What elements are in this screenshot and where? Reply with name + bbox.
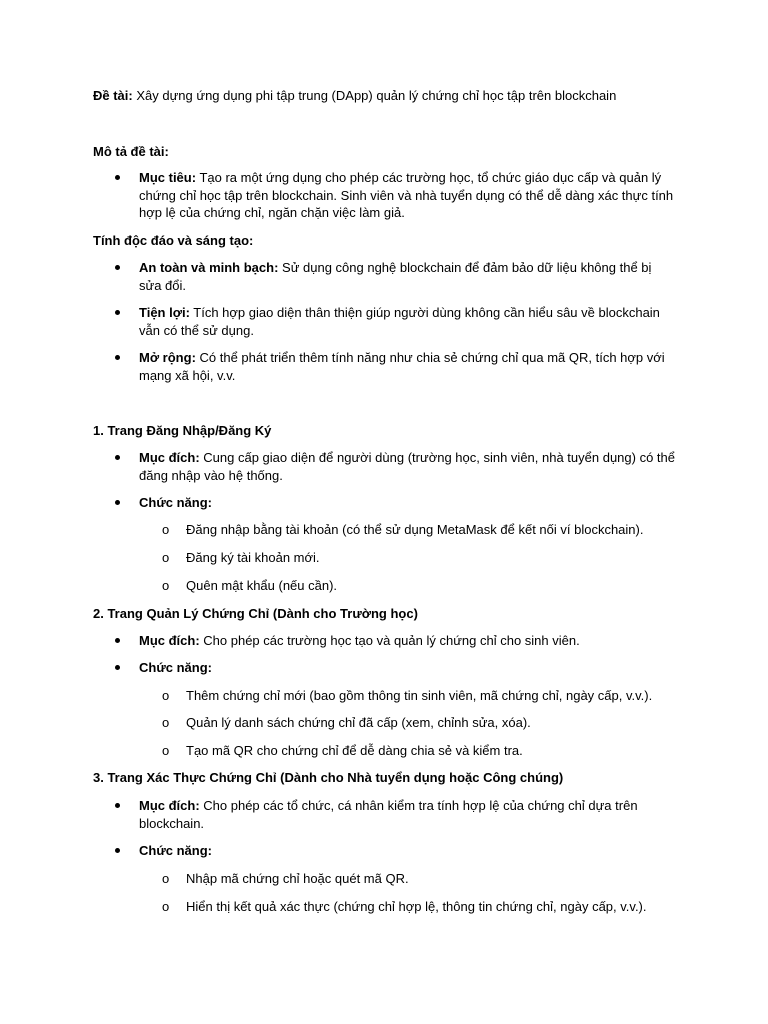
sub-list-item [93, 687, 683, 705]
list-item [93, 632, 683, 650]
list-item [93, 304, 683, 339]
feature-text: Nhập mã chứng chỉ hoặc quét mã QR. [186, 871, 409, 886]
bullet-icon [115, 803, 120, 808]
circle-bullet-icon: o [162, 743, 170, 758]
sub-list-item [93, 714, 683, 732]
circle-bullet-icon: o [162, 899, 170, 914]
bullet-icon [115, 175, 120, 180]
features-label: Chức năng: [139, 843, 212, 858]
goal-text: Tạo ra một ứng dụng cho phép các trường học, tổ chức giáo dục cấp và quản lý chứng chỉ học tập trên blockchain. Sinh viên và nhà tuyển dụng có thể dễ dàng xác thực tính hợp lệ của chứng chỉ, ngăn chặn việc làm giả. [139, 170, 674, 220]
circle-bullet-icon: o [162, 871, 170, 886]
list-item [93, 494, 683, 512]
bullet-icon [115, 310, 120, 315]
section-title: 2. Trang Quản Lý Chứng Chỉ (Dành cho Trường học) [93, 606, 418, 621]
sub-list-item [93, 870, 683, 888]
sub-list-item [93, 742, 683, 760]
list-item [93, 797, 683, 832]
goal-label: Mục tiêu: [139, 170, 197, 185]
item-label: Mở rộng: [139, 350, 196, 365]
feature-text: Thêm chứng chỉ mới (bao gồm thông tin sinh viên, mã chứng chỉ, ngày cấp, v.v.). [186, 688, 653, 703]
circle-bullet-icon: o [162, 550, 170, 565]
bullet-icon [115, 665, 120, 670]
item-text: Sử dụng công nghệ blockchain để đảm bảo dữ liệu không thể bị sửa đổi. [139, 260, 652, 293]
purpose-label: Mục đích: [139, 633, 200, 648]
bullet-icon [115, 355, 120, 360]
bullet-icon [115, 500, 120, 505]
item-label: Tiện lợi: [139, 305, 190, 320]
feature-text: Quên mật khẩu (nếu cần). [186, 578, 338, 593]
item-text: Tích hợp giao diện thân thiện giúp người dùng không cần hiểu sâu về blockchain vẫn có thể sử dụng. [139, 305, 660, 338]
feature-text: Tạo mã QR cho chứng chỉ để dễ dàng chia sẻ và kiểm tra. [186, 743, 523, 758]
feature-text: Đăng nhập bằng tài khoản (có thể sử dụng MetaMask để kết nối ví blockchain). [186, 522, 644, 537]
originality-heading: Tính độc đáo và sáng tạo: [93, 233, 254, 248]
topic-text: Xây dựng ứng dụng phi tập trung (DApp) quản lý chứng chỉ học tập trên blockchain [132, 88, 617, 103]
item-label: An toàn và minh bạch: [139, 260, 279, 275]
features-label: Chức năng: [139, 495, 212, 510]
purpose-label: Mục đích: [139, 798, 200, 813]
bullet-icon [115, 455, 120, 460]
sub-list-item [93, 549, 683, 567]
list-item [93, 449, 683, 484]
feature-text: Hiển thị kết quả xác thực (chứng chỉ hợp lệ, thông tin chứng chỉ, ngày cấp, v.v.). [186, 899, 647, 914]
topic-label: Đề tài: [93, 88, 133, 103]
item-text: Có thể phát triển thêm tính năng như chia sẻ chứng chỉ qua mã QR, tích hợp với mạng xã hội, v.v. [139, 350, 665, 383]
purpose-text: Cho phép các tổ chức, cá nhân kiểm tra tính hợp lệ của chứng chỉ dựa trên blockchain. [139, 798, 638, 831]
topic-line [93, 87, 683, 105]
sub-list-item [93, 577, 683, 595]
purpose-text: Cung cấp giao diện để người dùng (trường học, sinh viên, nhà tuyển dụng) có thể đăng nhập vào hệ thống. [139, 450, 675, 483]
list-item [93, 659, 683, 677]
circle-bullet-icon: o [162, 522, 170, 537]
section-title: 1. Trang Đăng Nhập/Đăng Ký [93, 423, 272, 438]
feature-text: Đăng ký tài khoản mới. [186, 550, 320, 565]
circle-bullet-icon: o [162, 715, 170, 730]
description-heading: Mô tả đề tài: [93, 144, 169, 159]
features-label: Chức năng: [139, 660, 212, 675]
list-item [93, 259, 683, 294]
sub-list-item [93, 898, 683, 916]
bullet-icon [115, 638, 120, 643]
list-item [93, 842, 683, 860]
feature-text: Quản lý danh sách chứng chỉ đã cấp (xem, chỉnh sửa, xóa). [186, 715, 531, 730]
circle-bullet-icon: o [162, 578, 170, 593]
purpose-label: Mục đích: [139, 450, 200, 465]
sub-list-item [93, 521, 683, 539]
list-item [93, 349, 683, 384]
section-title: 3. Trang Xác Thực Chứng Chỉ (Dành cho Nhà tuyển dụng hoặc Công chúng) [93, 770, 564, 785]
purpose-text: Cho phép các trường học tạo và quản lý chứng chỉ cho sinh viên. [199, 633, 580, 648]
bullet-icon [115, 265, 120, 270]
bullet-icon [115, 848, 120, 853]
circle-bullet-icon: o [162, 688, 170, 703]
list-item [93, 169, 683, 222]
